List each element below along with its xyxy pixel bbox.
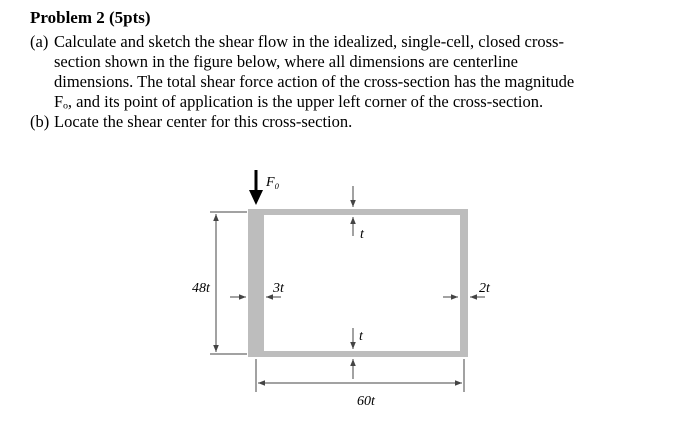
part-b-line-1: Locate the shear center for this cross-section.: [54, 112, 353, 131]
part-a-line-3: dimensions. The total shear force action of the cross-section has the magnitude: [54, 72, 575, 91]
bottom-flange: [249, 351, 467, 357]
width-dimension: [256, 359, 464, 392]
bottom-flange-thickness-label: t: [359, 329, 363, 344]
top-flange: [249, 209, 467, 215]
part-a-line-4: Fₒ, and its point of application is the upper left corner of the cross-section.: [54, 92, 544, 111]
right-web-thickness-label: 2t: [479, 281, 490, 296]
height-dimension: [210, 212, 247, 354]
part-a-line-1: Calculate and sketch the shear flow in the idealized, single-cell, closed cross-: [54, 32, 564, 51]
left-web-thick: [248, 209, 264, 357]
part-a-label: (a): [30, 32, 49, 51]
problem-title: Problem 2 (5pts): [30, 8, 151, 27]
top-flange-thickness-label: t: [360, 227, 364, 242]
force-arrow: [249, 170, 263, 205]
right-web: [460, 209, 468, 357]
force-label: F₀: [266, 175, 280, 190]
left-web-thickness-label: 3t: [273, 281, 284, 296]
part-a-line-2: section shown in the figure below, where all dimensions are centerline: [54, 52, 518, 71]
part-b-label: (b): [30, 112, 50, 131]
width-label: 60t: [357, 394, 375, 409]
height-label: 48t: [192, 281, 210, 296]
